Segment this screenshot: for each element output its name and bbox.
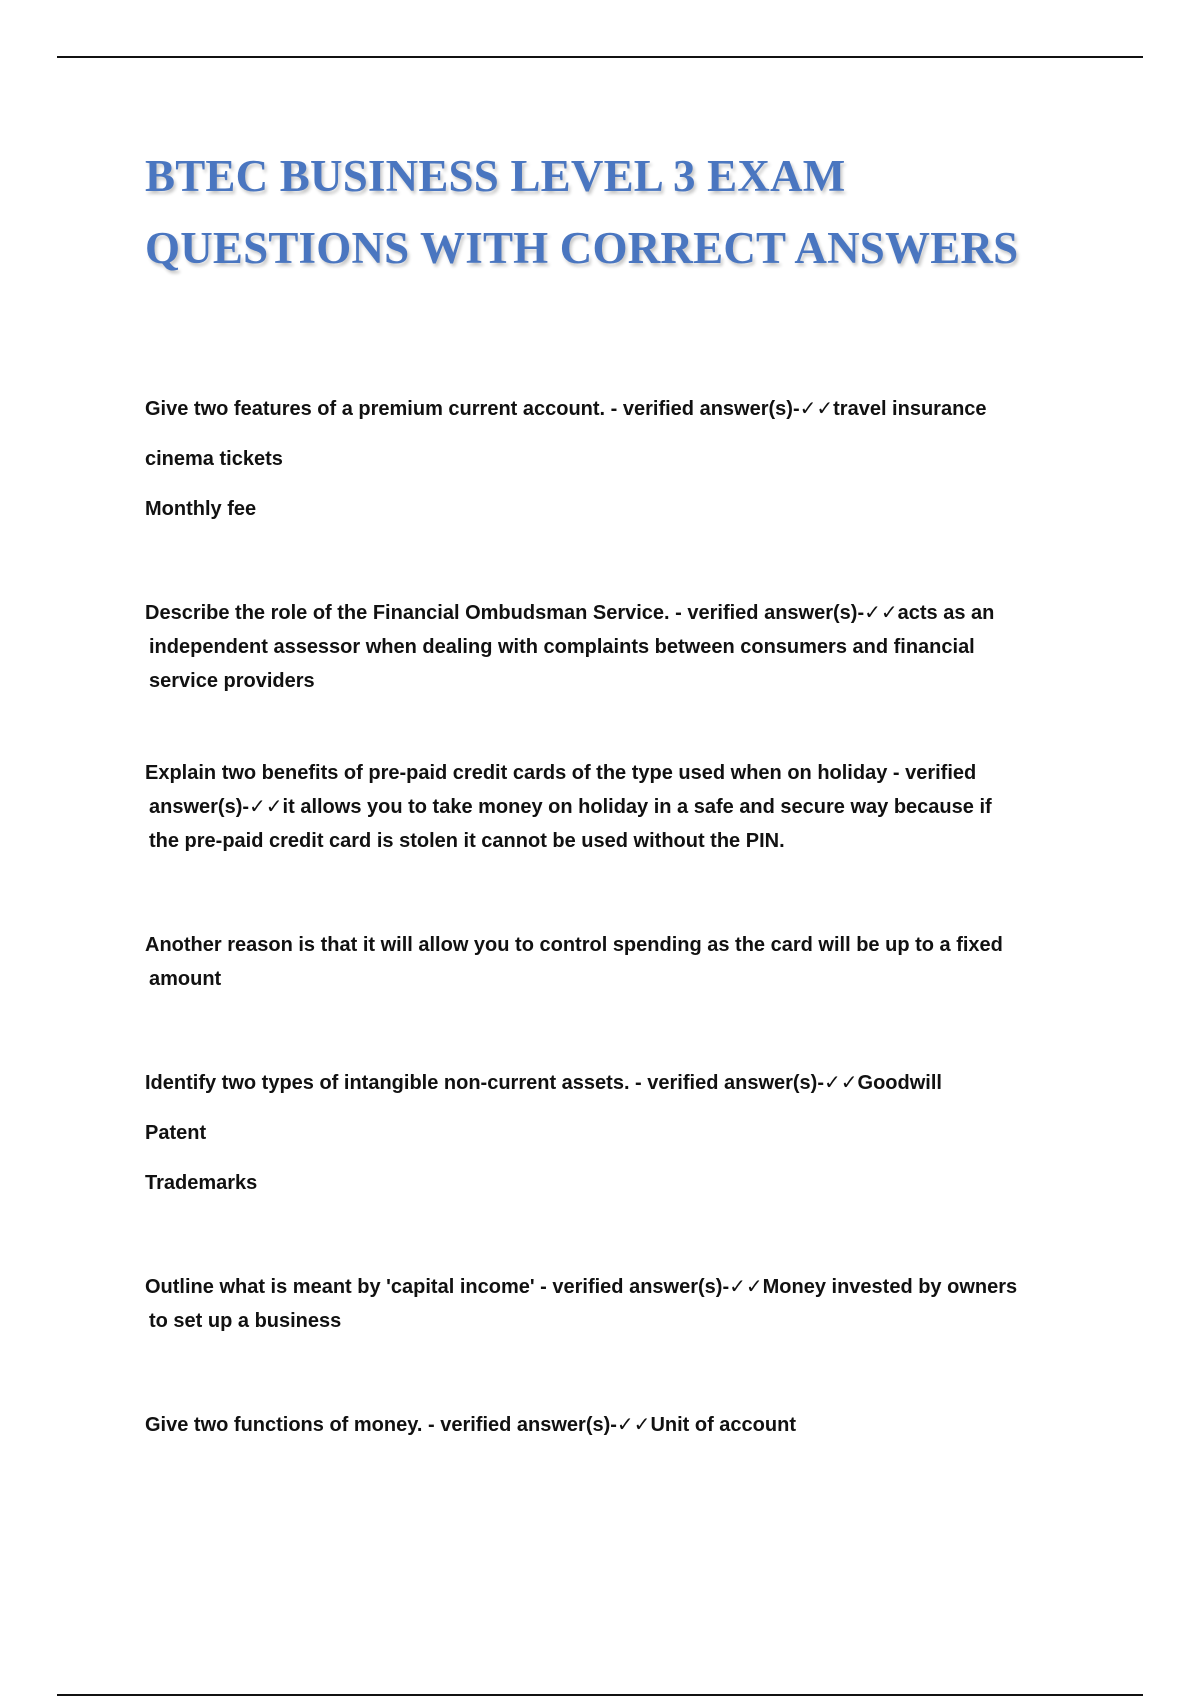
- qa-line: to set up a business: [149, 1310, 342, 1332]
- spacer: [145, 698, 1105, 756]
- bottom-rule: [57, 1694, 1143, 1696]
- qa-line: the pre-paid credit card is stolen it cannot be used without the PIN.: [149, 830, 785, 852]
- qa-item: [145, 596, 1105, 698]
- qa-line: amount: [149, 968, 222, 990]
- qa-line: Give two features of a premium current account. - verified answer(s)-✓✓travel insurance: [145, 398, 987, 420]
- qa-line: service providers: [149, 670, 315, 692]
- qa-item: [145, 1270, 1105, 1338]
- spacer: [145, 996, 1105, 1066]
- qa-item: [145, 1066, 1105, 1200]
- spacer: [145, 1200, 1105, 1270]
- qa-item: [145, 756, 1105, 858]
- answer-extra: Monthly fee: [145, 498, 257, 520]
- document-title: [145, 140, 1145, 284]
- qa-line: Outline what is meant by 'capital income' - verified answer(s)-✓✓Money invested by owners: [145, 1276, 1018, 1298]
- top-rule: [57, 56, 1143, 58]
- qa-line: Give two functions of money. - verified answer(s)-✓✓Unit of account: [145, 1414, 796, 1436]
- spacer: [145, 858, 1105, 928]
- answer-extra: cinema tickets: [145, 448, 283, 470]
- title-line-1: BTEC BUSINESS LEVEL 3 EXAM: [145, 151, 846, 201]
- qa-line: Explain two benefits of pre-paid credit cards of the type used when on holiday - verified: [145, 762, 977, 784]
- qa-item: [145, 392, 1105, 526]
- qa-line: Another reason is that it will allow you to control spending as the card will be up to a fixed: [145, 934, 1003, 956]
- qa-line: independent assessor when dealing with complaints between consumers and financial: [149, 636, 975, 658]
- answer-extra: Trademarks: [145, 1172, 258, 1194]
- qa-line: Identify two types of intangible non-current assets. - verified answer(s)-✓✓Goodwill: [145, 1072, 942, 1094]
- qa-line: answer(s)-✓✓it allows you to take money on holiday in a safe and secure way because if: [149, 796, 992, 818]
- qa-item: [145, 928, 1105, 996]
- qa-line: Describe the role of the Financial Ombudsman Service. - verified answer(s)-✓✓acts as an: [145, 602, 995, 624]
- answer-extra: Patent: [145, 1122, 207, 1144]
- title-line-2: QUESTIONS WITH CORRECT ANSWERS: [145, 223, 1019, 273]
- spacer: [145, 526, 1105, 596]
- qa-list: [145, 392, 1105, 1442]
- qa-item: [145, 1408, 1105, 1442]
- spacer: [145, 1338, 1105, 1408]
